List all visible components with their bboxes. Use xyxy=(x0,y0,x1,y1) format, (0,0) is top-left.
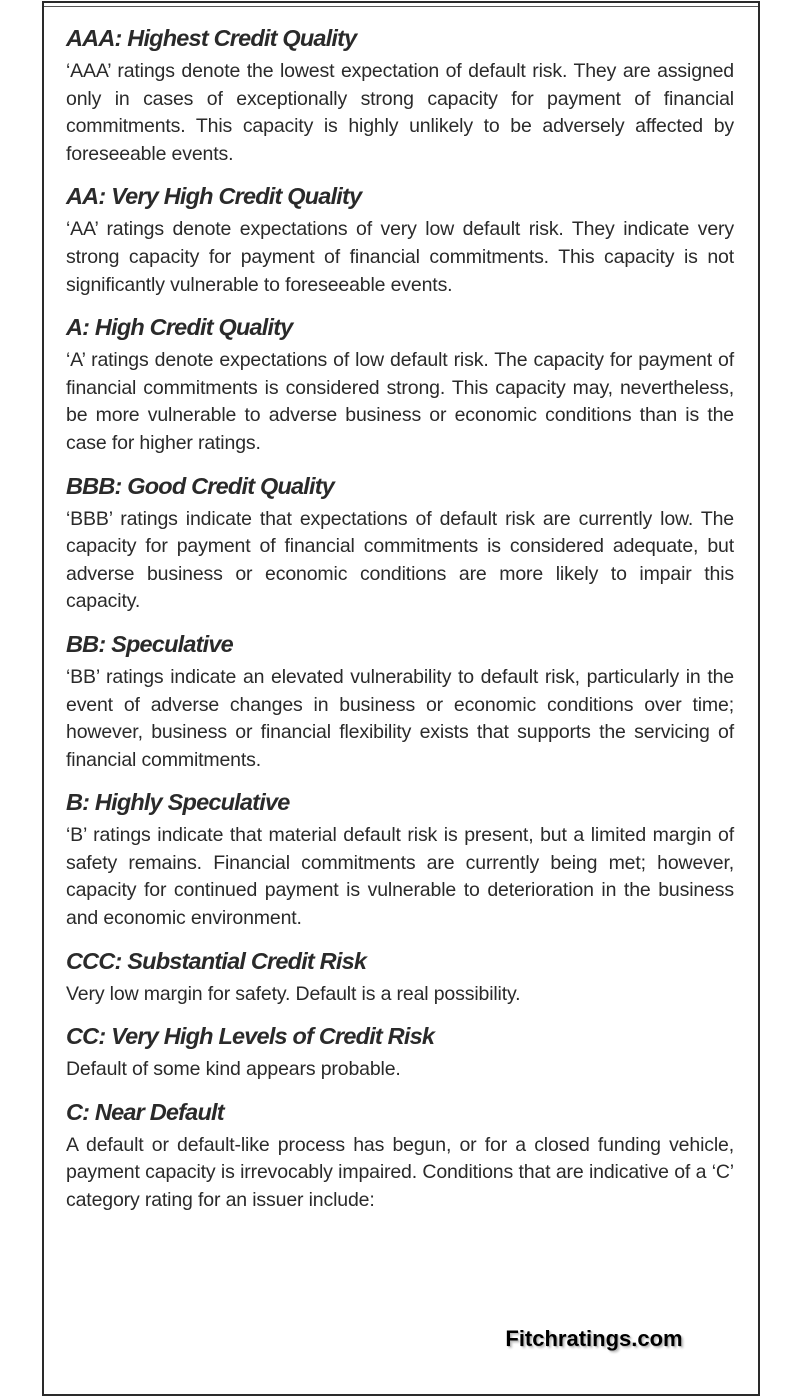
document-frame xyxy=(42,1,760,1396)
section-text: Default of some kind appears probable. xyxy=(66,1058,401,1081)
rating-section-cc xyxy=(66,1021,734,1084)
rating-section-c xyxy=(66,1097,734,1215)
section-heading: C: Near Default xyxy=(66,1098,224,1125)
section-heading: AA: Very High Credit Quality xyxy=(66,183,362,210)
rating-section-aaa xyxy=(66,23,734,168)
section-text: ‘AAA’ ratings denote the lowest expectation of default risk. They are assigned only in cases of exceptionally strong capacity for payment of financial commitments. This capacity is highly unlikely to be adversely affected by foreseeable events. xyxy=(66,60,734,165)
section-text: A default or default-like process has begun, or for a closed funding vehicle, payment capacity is irrevocably impaired. Conditions that are indicative of a ‘C’ category rating for an issuer include: xyxy=(66,1133,734,1212)
rating-section-ccc xyxy=(66,946,734,1009)
source-watermark: Fitchratings.com xyxy=(505,1326,683,1351)
section-heading: AAA: Highest Credit Quality xyxy=(66,25,357,51)
section-heading: A: High Credit Quality xyxy=(66,314,293,341)
section-heading: B: Highly Speculative xyxy=(66,789,290,816)
ratings-content xyxy=(66,23,734,1228)
rating-section-a xyxy=(66,312,734,457)
rating-section-bbb xyxy=(66,471,734,616)
section-heading: CCC: Substantial Credit Risk xyxy=(66,947,367,974)
section-text: ‘BB’ ratings indicate an elevated vulnerability to default risk, particularly in the event of adverse changes in business or economic conditions over time; however, business or financial flexibility exists that supports the servicing of financial commitments. xyxy=(66,665,734,771)
section-text: ‘B’ ratings indicate that material default risk is present, but a limited margin of safety remains. Financial commitments are currently being met; however, capacity for continued payment is vulnerable to deterioration in the business and economic environment. xyxy=(66,824,734,930)
frame-top-rule xyxy=(44,6,758,7)
section-text: ‘AA’ ratings denote expectations of very low default risk. They indicate very strong capacity for payment of financial commitments. This capacity is not significantly vulnerable to foreseeable events. xyxy=(66,218,734,296)
rating-section-bb xyxy=(66,629,734,774)
section-heading: BB: Speculative xyxy=(66,630,233,657)
section-text: Very low margin for safety. Default is a real possibility. xyxy=(66,982,521,1005)
rating-section-b xyxy=(66,787,734,932)
section-text: ‘A’ ratings denote expectations of low default risk. The capacity for payment of financial commitments is considered strong. This capacity may, nevertheless, be more vulnerable to adverse business or economic conditions than is the case for higher ratings. xyxy=(66,349,734,454)
section-text: ‘BBB’ ratings indicate that expectations of default risk are currently low. The capacity for payment of financial commitments is considered adequate, but adverse business or economic conditions are more likely to impair this capacity. xyxy=(66,507,734,613)
section-heading: CC: Very High Levels of Credit Risk xyxy=(66,1023,435,1050)
section-heading: BBB: Good Credit Quality xyxy=(66,472,335,499)
rating-section-aa xyxy=(66,181,734,299)
